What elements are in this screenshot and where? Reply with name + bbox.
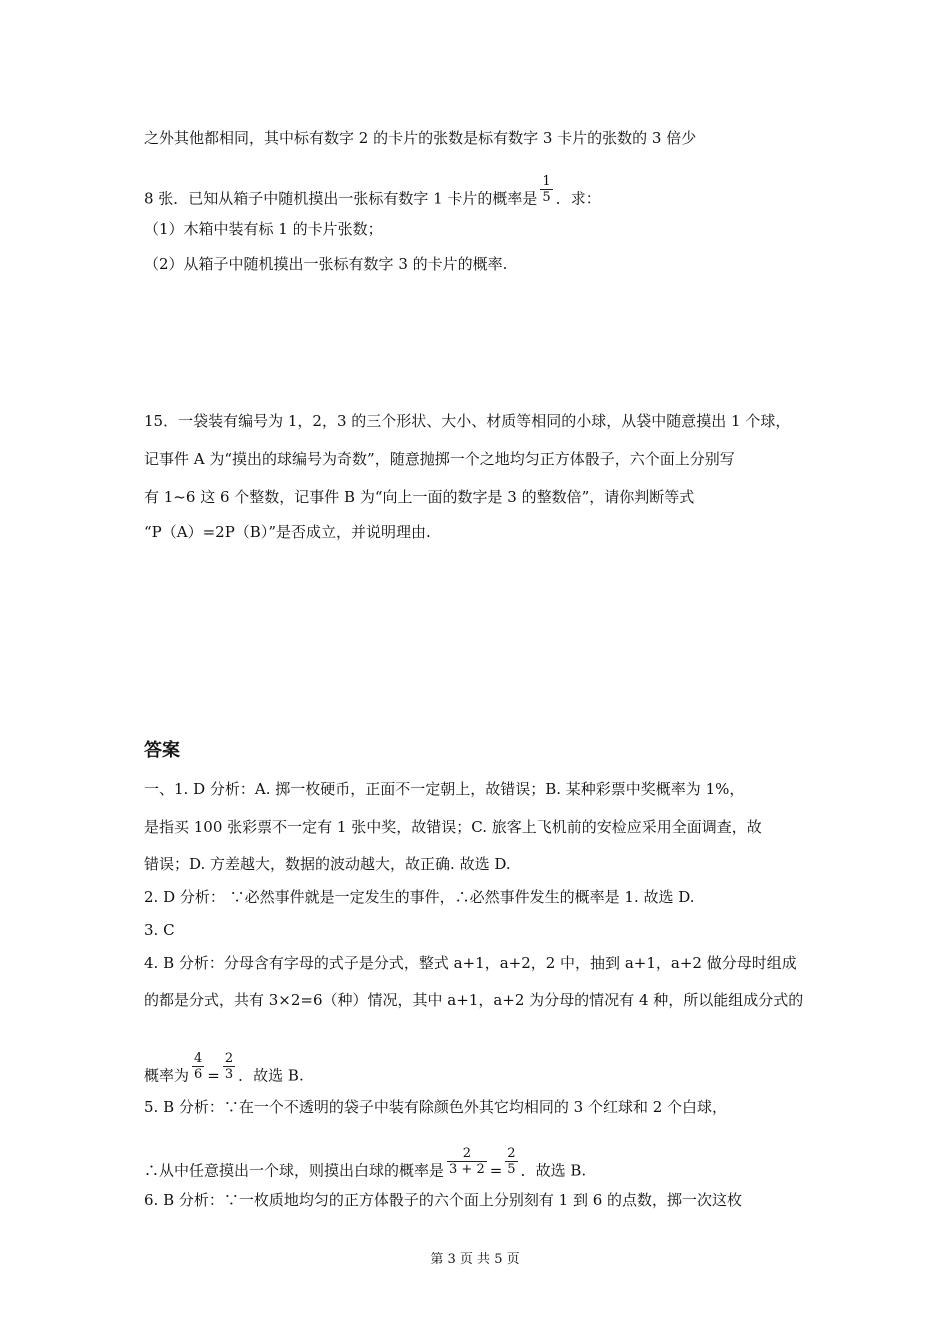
fraction-denominator: 5 [542, 190, 551, 205]
fraction-denominator: 3 [224, 1067, 234, 1082]
answer-5-fraction-1 [447, 1146, 487, 1177]
page-footer: 第 3 页 共 5 页 [430, 1252, 520, 1267]
answer-4-line-2: 的都是分式，共有 3×2=6（种）情况，其中 a+1，a+2 为分母的情况有 4 种，所以能组成分式的 [144, 991, 804, 1009]
fraction-numerator: 1 [542, 174, 551, 189]
q15-line-4: “P（A）=2P（B）”是否成立，并说明理由. [144, 523, 431, 541]
q15-line-2: 记事件 A 为“摸出的球编号为奇数”，随意抛掷一个之地均匀正方体骰子，六个面上分别写 [144, 450, 735, 468]
q14-line-1: 之外其他都相同，其中标有数字 2 的卡片的张数是标有数字 3 卡片的张数的 3 倍少 [144, 129, 697, 147]
q15-line-3: 有 1~6 这 6 个整数，记事件 B 为“向上一面的数字是 3 的整数倍”，请你判断等式 [144, 488, 695, 506]
answer-4-line-3 [144, 1051, 304, 1092]
equals-sign: = [489, 1161, 503, 1180]
q14-fraction [540, 174, 552, 205]
answer-5-line-1: 5. B 分析：∵在一个不透明的袋子中装有除颜色外其它均相同的 3 个红球和 2 个白球， [144, 1098, 728, 1116]
answer-4-line-1: 4. B 分析：分母含有字母的式子是分式，整式 a+1，a+2，2 中，抽到 a+1，a+2 做分母时组成 [144, 954, 797, 972]
answer-4-conclusion: ．故选 B. [238, 1066, 304, 1085]
fraction-denominator: 6 [194, 1067, 203, 1082]
answer-5-text: ∴从中任意摸出一个球，则摸出白球的概率是 [144, 1161, 445, 1180]
answers-heading: 答案 [144, 740, 180, 761]
fraction-numerator: 4 [194, 1051, 203, 1066]
answer-1-line-2: 是指买 100 张彩票不一定有 1 张中奖，故错误；C. 旅客上飞机前的安检应采用全面调查，故 [144, 818, 762, 836]
answer-6-line-1: 6. B 分析：∵一枚质地均匀的正方体骰子的六个面上分别刻有 1 到 6 的点数，掷一次这枚 [144, 1191, 743, 1209]
answer-4-fraction-1 [192, 1051, 204, 1082]
answer-2: 2. D 分析： ∵必然事件就是一定发生的事件，∴必然事件发生的概率是 1. 故选 D. [144, 888, 695, 906]
q14-line-2 [144, 174, 601, 215]
answer-1-line-1: 一、1. D 分析：A. 掷一枚硬币，正面不一定朝上，故错误；B. 某种彩票中奖概率为 1%， [144, 780, 745, 798]
answer-5-conclusion: ．故选 B. [520, 1161, 587, 1180]
equals-sign: = [207, 1066, 220, 1085]
q14-line-2-end: ．求： [555, 189, 601, 208]
answer-5-fraction-2 [505, 1146, 517, 1177]
fraction-numerator: 2 [462, 1146, 471, 1161]
q14-sub-question-1: （1）木箱中装有标 1 的卡片张数； [144, 220, 383, 238]
fraction-denominator: 3 + 2 [449, 1162, 485, 1177]
fraction-numerator: 2 [224, 1051, 234, 1066]
q14-line-2-text: 8 张．已知从箱子中随机摸出一张标有数字 1 卡片的概率是 [144, 189, 538, 208]
q14-sub-question-2: （2）从箱子中随机摸出一张标有数字 3 的卡片的概率. [144, 255, 508, 273]
fraction-numerator: 2 [507, 1146, 516, 1161]
answer-3: 3. C [144, 921, 175, 939]
answer-4-fraction-2 [223, 1051, 235, 1082]
answer-1-line-3: 错误；D. 方差越大，数据的波动越大，故正确. 故选 D. [144, 855, 511, 873]
answer-5-line-2 [144, 1146, 587, 1187]
answer-4-prob-label: 概率为 [144, 1066, 190, 1085]
q15-line-1: 15．一袋装有编号为 1，2，3 的三个形状、大小、材质等相同的小球，从袋中随意摸出 1 个球， [144, 412, 791, 430]
fraction-denominator: 5 [507, 1162, 516, 1177]
